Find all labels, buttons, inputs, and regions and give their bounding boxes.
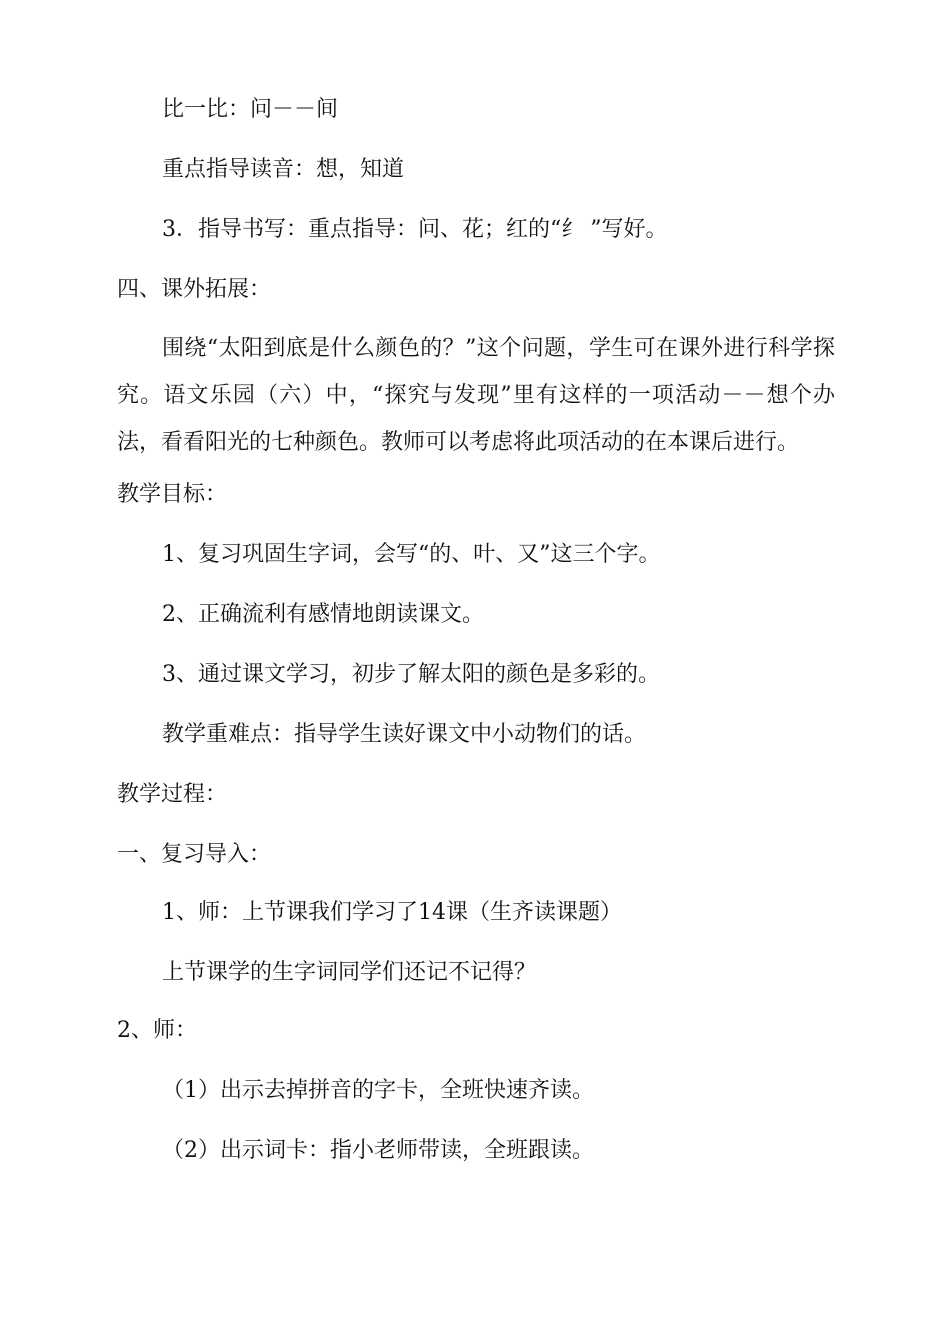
text-line: 比一比：问－－间	[162, 97, 339, 122]
section-heading: 一、复习导入：	[117, 842, 272, 867]
text-line: 教学重难点：指导学生读好课文中小动物们的话。	[162, 722, 647, 747]
list-item: （2）出示词卡：指小老师带读，全班跟读。	[162, 1138, 594, 1163]
text-line: 上节课学的生字词同学们还记不记得？	[162, 960, 537, 985]
list-item: 2、师：	[117, 1018, 197, 1043]
text-line: 3．指导书写：重点指导：问、花；红的“纟 ”写好。	[162, 217, 668, 242]
list-item: 2、正确流利有感情地朗读课文。	[162, 602, 484, 627]
section-heading: 教学过程：	[117, 782, 228, 807]
text-line: 重点指导读音：想，知道	[162, 157, 405, 182]
list-item: 1、师：上节课我们学习了14课（生齐读课题）	[162, 900, 622, 925]
section-heading: 教学目标：	[117, 482, 228, 507]
paragraph: 围绕“太阳到底是什么颜色的？”这个问题，学生可在课外进行科学探究。语文乐园（六）中，“探究与发现”里有这样的一项活动－－想个办法，看看阳光的七种颜色。教师可以考虑将此项活动的在本课后进行。	[117, 336, 835, 455]
list-item: 1、复习巩固生字词，会写“的、叶、又”这三个字。	[162, 542, 661, 567]
list-item: （1）出示去掉拼音的字卡，全班快速齐读。	[162, 1078, 594, 1103]
section-heading: 四、课外拓展：	[117, 277, 272, 302]
list-item: 3、通过课文学习，初步了解太阳的颜色是多彩的。	[162, 662, 660, 687]
